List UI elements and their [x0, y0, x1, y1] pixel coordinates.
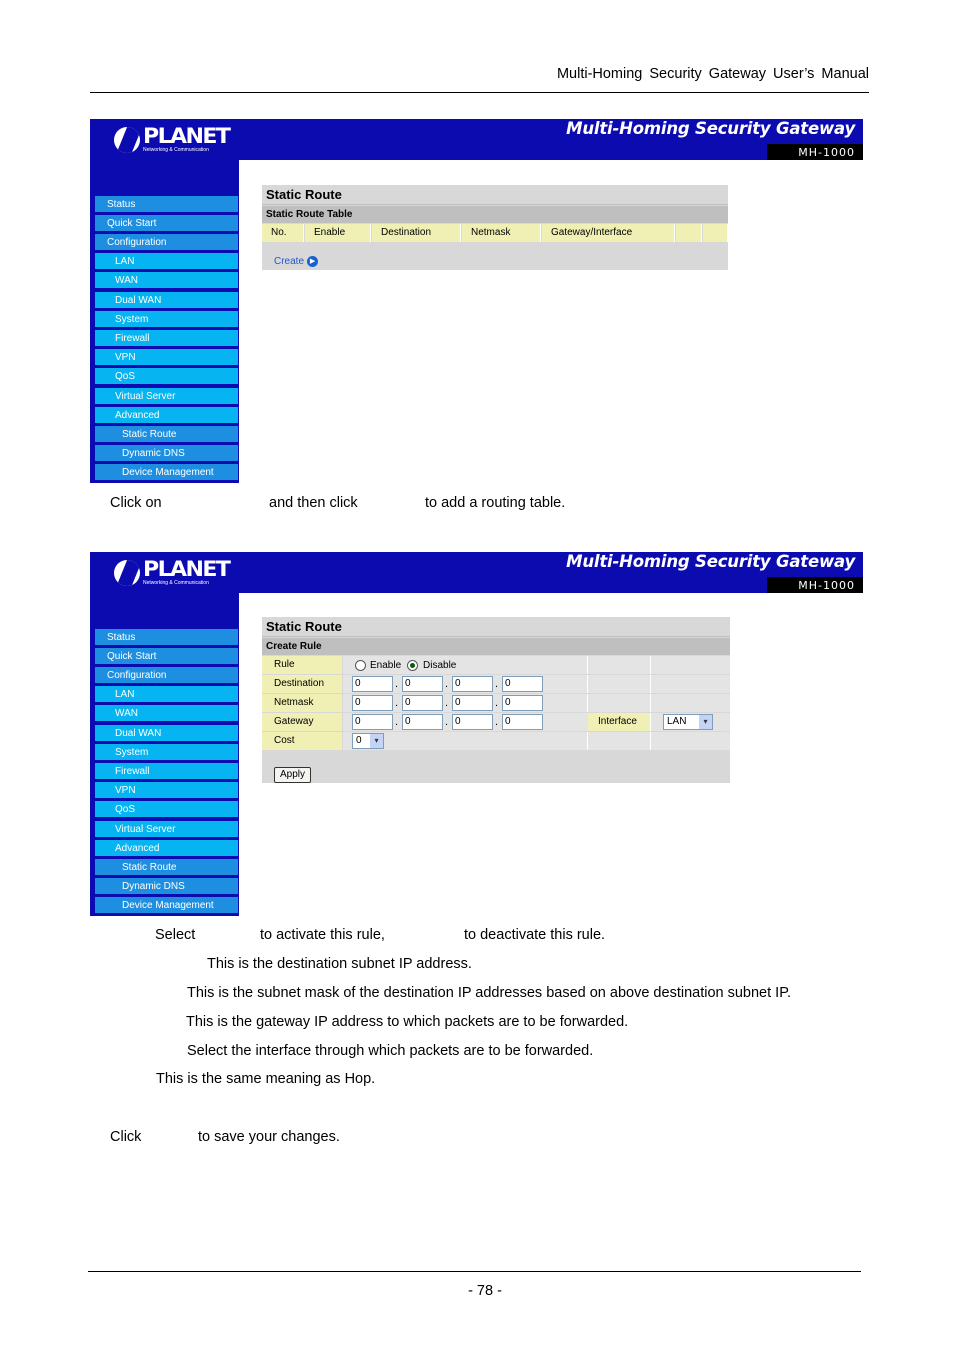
ip-separator: . [395, 678, 399, 690]
cost-desc: This is the same meaning as Hop. [156, 1071, 376, 1087]
cost-label: Cost [262, 732, 342, 750]
cell-divider [650, 713, 651, 731]
sidebar-item-device-management[interactable]: Device Management [95, 897, 238, 914]
apply-desc-part-2: to save your changes. [198, 1129, 340, 1145]
cell-divider [650, 656, 651, 674]
sidebar-item-system[interactable]: System [95, 311, 238, 328]
sidebar-item-static-route[interactable]: Static Route [95, 859, 238, 876]
destination-octet-2[interactable]: 0 [402, 676, 443, 692]
static-route-table-panel [262, 185, 728, 270]
sidebar-item-virtual-server[interactable]: Virtual Server [95, 821, 238, 838]
sidebar-item-system[interactable]: System [95, 744, 238, 761]
sidebar-item-vpn[interactable]: VPN [95, 782, 238, 799]
interface-label: Interface [588, 713, 650, 731]
screenshot-static-route-table [90, 119, 863, 483]
ip-separator: . [495, 678, 499, 690]
cell-divider [650, 732, 651, 750]
product-title: Multi-Homing Security Gateway [566, 119, 855, 138]
rule-disable-label: Disable [423, 660, 457, 671]
sidebar-nav [90, 160, 239, 483]
sidebar-item-dynamic-dns[interactable]: Dynamic DNS [95, 878, 238, 895]
ip-separator: . [395, 697, 399, 709]
caption-1-part-3: to add a routing table. [425, 495, 566, 511]
cell-divider [650, 694, 651, 712]
column-header-enable: Enable [305, 224, 371, 242]
destination-octet-1[interactable]: 0 [352, 676, 393, 692]
destination-octet-3[interactable]: 0 [452, 676, 493, 692]
caption-1-part-1: Click on [110, 495, 162, 511]
rule-enable-label: Enable [370, 660, 402, 671]
netmask-octet-4[interactable]: 0 [502, 695, 543, 711]
netmask-octet-1[interactable]: 0 [352, 695, 393, 711]
interface-select-value: LAN [667, 716, 687, 727]
rule-desc-part-3: to deactivate this rule. [464, 927, 606, 943]
cell-divider [587, 656, 588, 674]
page-number: - 78 - [468, 1283, 502, 1299]
sidebar-item-qos[interactable]: QoS [95, 368, 238, 385]
sidebar-item-device-management[interactable]: Device Management [95, 464, 238, 481]
gateway-desc: This is the gateway IP address to which packets are to be forwarded. [186, 1014, 629, 1030]
cell-divider [650, 675, 651, 693]
interface-desc: Select the interface through which packets are to be forwarded. [187, 1043, 594, 1059]
column-header-blank-2 [703, 224, 728, 242]
logo-text: PLANET [143, 557, 230, 581]
column-header-destination: Destination [372, 224, 461, 242]
sidebar-item-status[interactable]: Status [95, 196, 238, 213]
rule-label: Rule [262, 656, 342, 674]
ip-separator: . [445, 697, 449, 709]
rule-desc-part-2: to activate this rule, [260, 927, 385, 943]
model-strip [767, 577, 863, 593]
ip-separator: . [395, 716, 399, 728]
product-title: Multi-Homing Security Gateway [566, 552, 855, 571]
sidebar-item-wan[interactable]: WAN [95, 705, 238, 722]
netmask-label: Netmask [262, 694, 342, 712]
sidebar-item-dual-wan[interactable]: Dual WAN [95, 725, 238, 742]
destination-desc: This is the destination subnet IP address. [207, 956, 472, 972]
banner [90, 552, 863, 593]
header-rule [90, 92, 869, 93]
sidebar-item-quick-start[interactable]: Quick Start [95, 215, 238, 232]
footer-rule [88, 1271, 861, 1272]
sidebar-item-advanced[interactable]: Advanced [95, 407, 238, 424]
create-link-label: Create [274, 256, 305, 268]
rule-desc-part-1: Select [155, 927, 196, 943]
sidebar-item-static-route[interactable]: Static Route [95, 426, 238, 443]
gateway-octet-1[interactable]: 0 [352, 714, 393, 730]
rule-disable-radio[interactable] [407, 660, 418, 671]
gateway-octet-2[interactable]: 0 [402, 714, 443, 730]
caption-1-part-2: and then click [269, 495, 358, 511]
sidebar-item-configuration[interactable]: Configuration [95, 234, 238, 251]
cost-select-value: 0 [356, 735, 362, 746]
planet-logo-icon [114, 560, 140, 586]
sidebar-item-lan[interactable]: LAN [95, 253, 238, 270]
destination-label: Destination [262, 675, 342, 693]
model-label: MH-1000 [798, 146, 855, 159]
netmask-desc: This is the subnet mask of the destination IP addresses based on above destination subnet IP. [187, 985, 792, 1001]
sidebar-item-status[interactable]: Status [95, 629, 238, 646]
sidebar-item-configuration[interactable]: Configuration [95, 667, 238, 684]
logo-tagline: Networking & Communication [143, 147, 209, 153]
model-strip [767, 144, 863, 160]
panel-title: Static Route [262, 617, 730, 637]
cell-divider [587, 732, 588, 750]
gateway-octet-3[interactable]: 0 [452, 714, 493, 730]
arrow-right-icon: ▶ [307, 256, 318, 267]
cost-select[interactable] [352, 733, 384, 749]
create-link[interactable] [274, 256, 318, 268]
sidebar-item-qos[interactable]: QoS [95, 801, 238, 818]
logo-tagline: Networking & Communication [143, 580, 209, 586]
chevron-down-icon: ▾ [370, 734, 383, 748]
column-header-netmask: Netmask [462, 224, 541, 242]
column-header-gateway-interface: Gateway/Interface [542, 224, 675, 242]
create-rule-panel [262, 617, 730, 783]
page-header-title: Multi-Homing Security Gateway User’s Manual [556, 66, 869, 82]
banner [90, 119, 863, 160]
column-header-no: No. [262, 224, 304, 242]
sidebar-item-lan[interactable]: LAN [95, 686, 238, 703]
sidebar-nav [90, 593, 239, 916]
ip-separator: . [495, 697, 499, 709]
planet-logo-icon [114, 127, 140, 153]
sidebar-item-firewall[interactable]: Firewall [95, 763, 238, 780]
sidebar-item-vpn[interactable]: VPN [95, 349, 238, 366]
panel-title: Static Route [262, 185, 728, 205]
cost-row [343, 732, 730, 750]
sidebar-item-virtual-server[interactable]: Virtual Server [95, 388, 238, 405]
sidebar-item-dual-wan[interactable]: Dual WAN [95, 292, 238, 309]
cell-divider [587, 675, 588, 693]
column-header-blank-1 [676, 224, 702, 242]
logo-text: PLANET [143, 124, 230, 148]
sidebar-item-quick-start[interactable]: Quick Start [95, 648, 238, 665]
screenshot-create-rule [90, 552, 863, 916]
sidebar-item-firewall[interactable]: Firewall [95, 330, 238, 347]
panel-subtitle: Create Rule [262, 638, 730, 655]
netmask-octet-2[interactable]: 0 [402, 695, 443, 711]
sidebar-item-wan[interactable]: WAN [95, 272, 238, 289]
gateway-octet-4[interactable]: 0 [502, 714, 543, 730]
interface-select[interactable] [663, 714, 713, 730]
apply-desc-part-1: Click [110, 1129, 142, 1145]
sidebar-item-advanced[interactable]: Advanced [95, 840, 238, 857]
netmask-octet-3[interactable]: 0 [452, 695, 493, 711]
sidebar-item-dynamic-dns[interactable]: Dynamic DNS [95, 445, 238, 462]
destination-octet-4[interactable]: 0 [502, 676, 543, 692]
chevron-down-icon: ▾ [699, 715, 712, 729]
cell-divider [587, 694, 588, 712]
ip-separator: . [445, 678, 449, 690]
model-label: MH-1000 [798, 579, 855, 592]
ip-separator: . [495, 716, 499, 728]
ip-separator: . [445, 716, 449, 728]
panel-subtitle: Static Route Table [262, 206, 728, 223]
gateway-label: Gateway [262, 713, 342, 731]
apply-button[interactable]: Apply [274, 767, 311, 783]
rule-enable-radio[interactable] [355, 660, 366, 671]
